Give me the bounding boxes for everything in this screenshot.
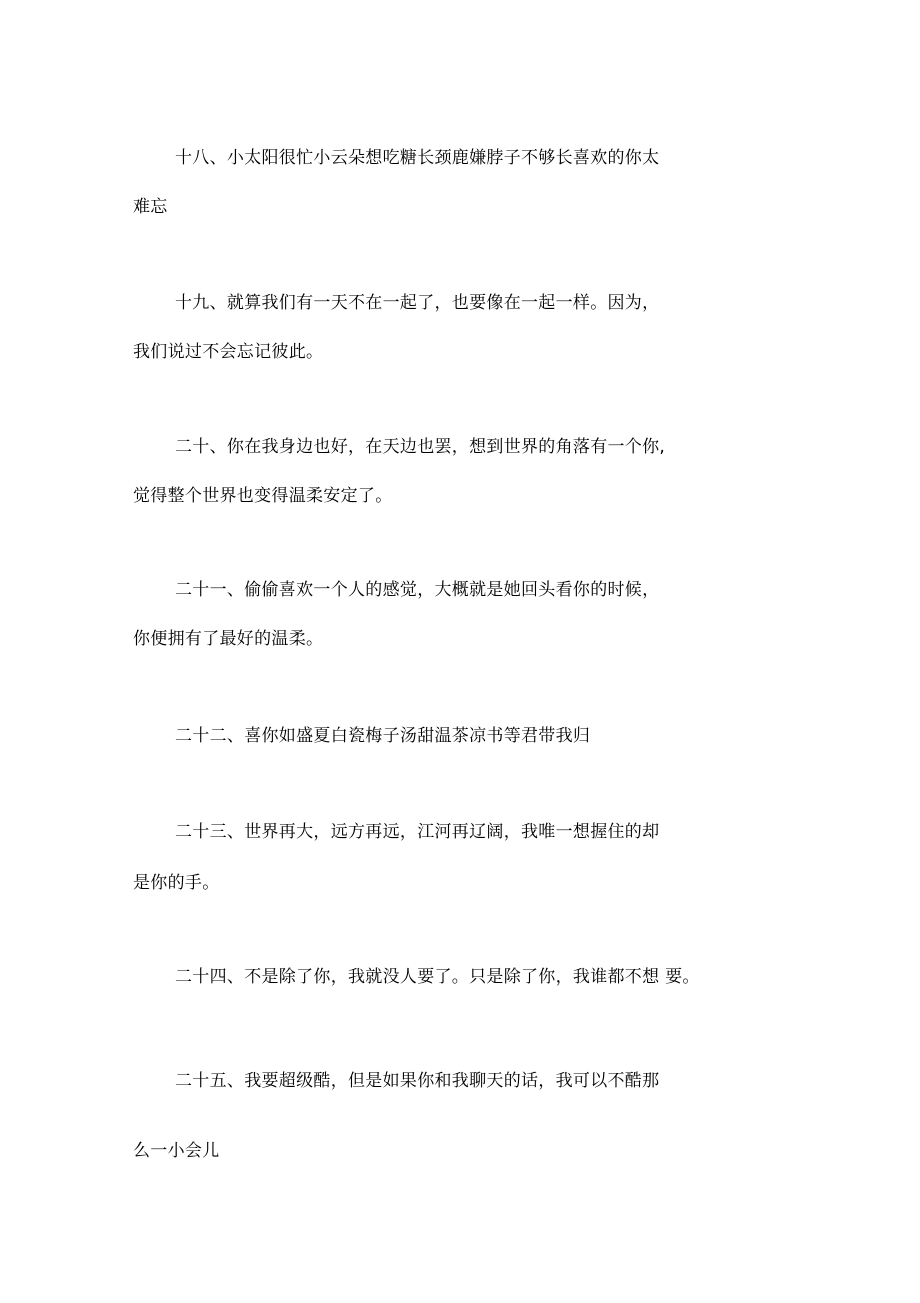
paragraph-24-line-1: 二十四、不是除了你，我就没人要了。只是除了你，我谁都不想 要。 — [175, 967, 700, 987]
paragraph-18-line-1: 十八、小太阳很忙小云朵想吃糖长颈鹿嫌脖子不够长喜欢的你太 — [175, 148, 660, 168]
paragraph-19-line-2: 我们说过不会忘记彼此。 — [133, 342, 324, 362]
paragraph-20-line-2: 觉得整个世界也变得温柔安定了。 — [133, 486, 393, 506]
paragraph-22-line-1: 二十二、喜你如盛夏白瓷梅子汤甜温茶凉书等君带我归 — [175, 726, 591, 746]
paragraph-19-line-1: 十九、就算我们有一天不在一起了，也要像在一起一样。因为， — [175, 293, 660, 313]
paragraph-21-line-2: 你便拥有了最好的温柔。 — [133, 629, 324, 649]
paragraph-21-line-1: 二十一、偷偷喜欢一个人的感觉，大概就是她回头看你的时候， — [175, 580, 660, 600]
paragraph-18-line-2: 难忘 — [133, 197, 168, 217]
paragraph-23-line-2: 是你的手。 — [133, 873, 220, 893]
paragraph-20-line-1: 二十、你在我身边也好，在天边也罢，想到世界的角落有一个你, — [175, 437, 666, 457]
paragraph-23-line-1: 二十三、世界再大，远方再远，江河再辽阔，我唯一想握住的却 — [175, 822, 660, 842]
paragraph-25-line-1: 二十五、我要超级酷，但是如果你和我聊天的话，我可以不酷那 — [175, 1071, 660, 1091]
paragraph-25-line-2: 么一小会儿 — [133, 1141, 220, 1161]
